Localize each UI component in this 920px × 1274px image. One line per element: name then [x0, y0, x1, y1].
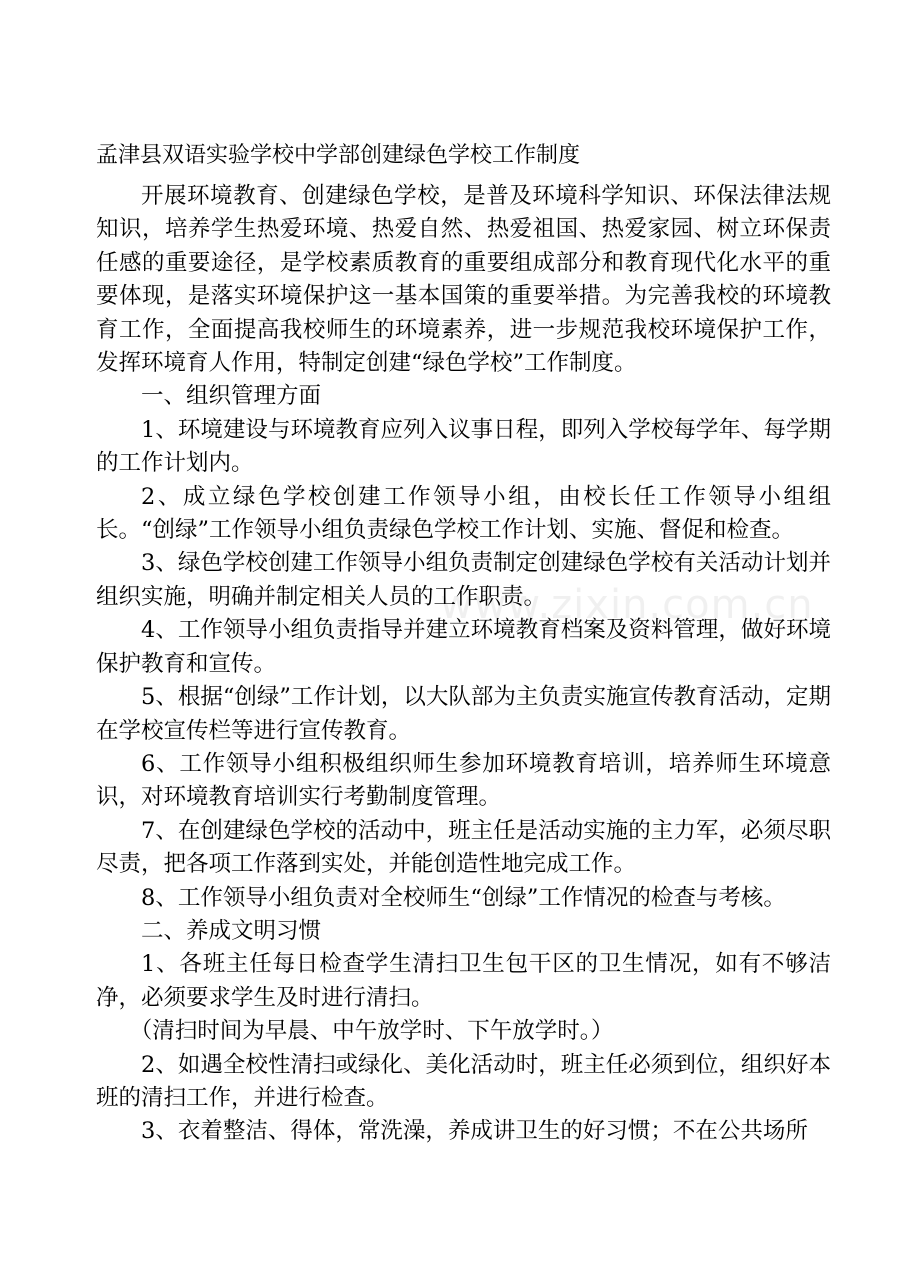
document-title: 孟津县双语实验学校中学部创建绿色学校工作制度 — [96, 143, 581, 168]
watermark: www.zixin.com.cn — [440, 582, 814, 628]
paragraph-item: 1、环境建设与环境教育应列入议事日程，即列入学校每学年、每学期的工作计划内。 — [96, 416, 831, 477]
paragraph-item: 1、各班主任每日检查学生清扫卫生包干区的卫生情况，如有不够洁净，必须要求学生及时进行清扫。 — [96, 951, 831, 1011]
paragraph-note: （清扫时间为早晨、中午放学时、下午放学时。） — [129, 1018, 614, 1045]
paragraph-item: 3、衣着整洁、得体，常洗澡，养成讲卫生的好习惯；不在公共场所 — [141, 1118, 808, 1145]
paragraph-item: 4、工作领导小组负责指导并建立环境教育档案及资料管理，做好环境保护教育和宣传。 — [96, 617, 831, 677]
section-heading-organization: 一、组织管理方面 — [141, 383, 322, 410]
paragraph-item: 2、成立绿色学校创建工作领导小组，由校长任工作领导小组组长。“创绿”工作领导小组负责绿色学校工作计划、实施、督促和检查。 — [96, 483, 831, 544]
intro-paragraph: 开展环境教育、创建绿色学校，是普及环境科学知识、环保法律法规知识，培养学生热爱环境、热爱自然、热爱祖国、热爱家园、树立环保责任感的重要途径，是学校素质教育的重要组成部分和教育现代化水平的重要体现，是落实环境保护这一基本国策的重要举措。为完善我校的环境教育工作，全面提高我校师生的环境素养，进一步规范我校环境保护工作，发挥环境育人作用，特制定创建“绿色学校”工作制度。 — [96, 183, 831, 377]
paragraph-item: 3、绿色学校创建工作领导小组负责制定创建绿色学校有关活动计划并组织实施，明确并制定相关人员的工作职责。 — [96, 550, 831, 610]
paragraph-item: 2、如遇全校性清扫或绿化、美化活动时，班主任必须到位，组织好本班的清扫工作，并进行检查。 — [96, 1051, 831, 1111]
paragraph-item: 7、在创建绿色学校的活动中，班主任是活动实施的主力军，必须尽职尽责，把各项工作落到实处，并能创造性地完成工作。 — [96, 817, 831, 878]
section-heading-habits: 二、养成文明习惯 — [141, 917, 322, 944]
document-body — [96, 180, 831, 1149]
paragraph-item: 5、根据“创绿”工作计划，以大队部为主负责实施宣传教育活动，定期在学校宣传栏等进行宣传教育。 — [96, 684, 831, 744]
paragraph-item: 6、工作领导小组积极组织师生参加环境教育培训，培养师生环境意识，对环境教育培训实行考勤制度管理。 — [96, 750, 831, 811]
paragraph-item: 8、工作领导小组负责对全校师生“创绿”工作情况的检查与考核。 — [141, 884, 786, 911]
